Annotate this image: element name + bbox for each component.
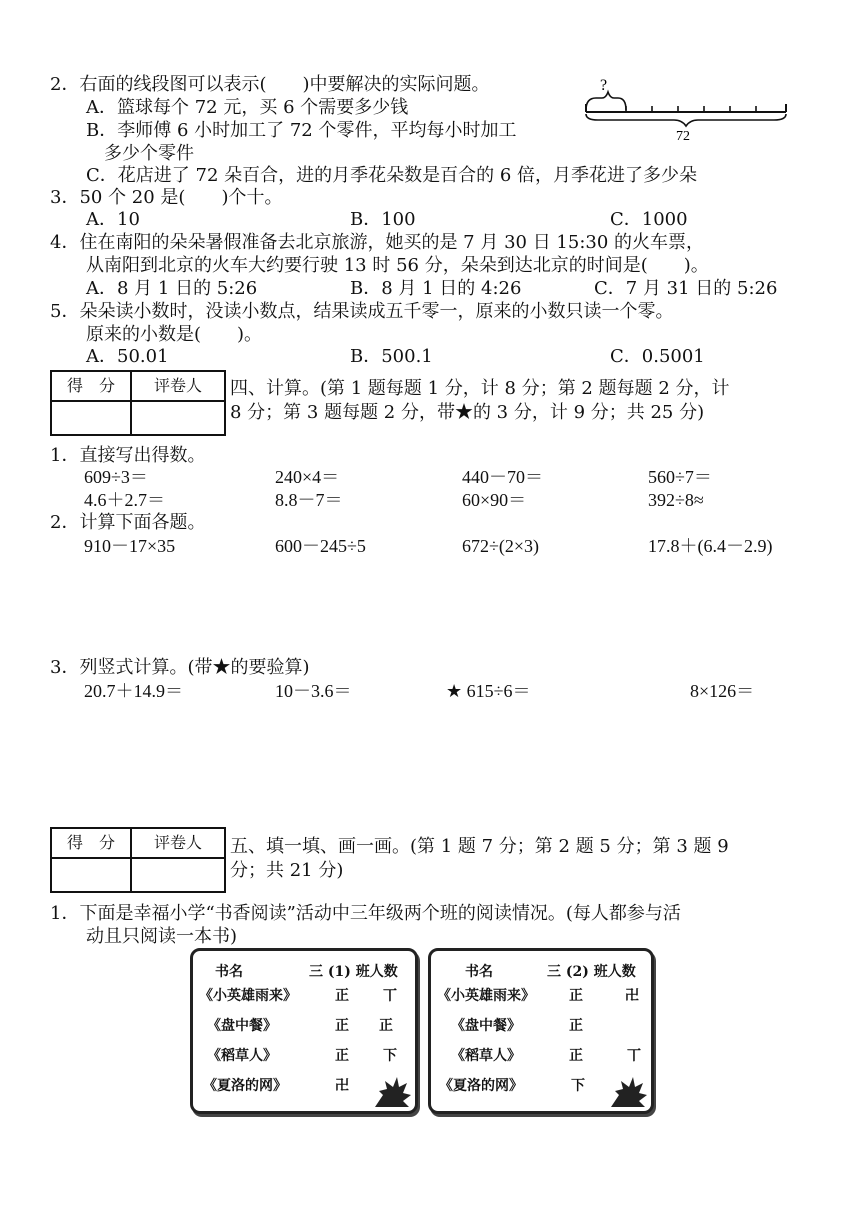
table-book: 《夏洛的网》 bbox=[439, 1078, 523, 1094]
q4-option-a: A．8 月 1 日的 5:26 bbox=[86, 278, 258, 299]
leaf-decoration-icon bbox=[373, 1075, 413, 1109]
tally-mark: 卍 bbox=[335, 1078, 349, 1094]
calc-item: 600－245÷5 bbox=[275, 536, 366, 556]
calc-item: 17.8＋(6.4－2.9) bbox=[648, 536, 773, 556]
table-header-book: 书名 bbox=[465, 964, 493, 980]
tally-mark: 正 bbox=[335, 1018, 349, 1034]
section5-title-line2: 分；共 21 分) bbox=[230, 860, 344, 881]
calc-item: 910－17×35 bbox=[84, 536, 176, 556]
diagram-question-mark: ? bbox=[600, 77, 608, 94]
oral-item: 392÷8≈ bbox=[648, 490, 704, 510]
table-book: 《稻草人》 bbox=[451, 1048, 521, 1064]
tally-mark: 正 bbox=[569, 1048, 583, 1064]
table-book: 《盘中餐》 bbox=[207, 1018, 277, 1034]
q2-option-c: C．花店进了 72 朵百合，进的月季花朵数是百合的 6 倍，月季花进了多少朵 bbox=[86, 165, 698, 186]
table-book: 《夏洛的网》 bbox=[203, 1078, 287, 1094]
q3-option-b: B．100 bbox=[350, 209, 416, 230]
table-book: 《小英雄雨来》 bbox=[199, 988, 297, 1004]
section5-q1-line2: 动且只阅读一本书) bbox=[86, 926, 238, 947]
q5-line1: 5．朵朵读小数时，没读小数点，结果读成五千零一，原来的小数只读一个零。 bbox=[50, 301, 674, 322]
score-label: 得 分 bbox=[66, 376, 115, 395]
q5-line2: 原来的小数是( )。 bbox=[86, 324, 263, 345]
q2-option-a: A．篮球每个 72 元，买 6 个需要多少钱 bbox=[86, 97, 409, 118]
oral-item: 8.8－7＝ bbox=[275, 490, 343, 510]
table-book: 《小英雄雨来》 bbox=[437, 988, 535, 1004]
tally-mark: 正 bbox=[335, 988, 349, 1004]
q2-option-b-line1: B．李师傅 6 小时加工了 72 个零件，平均每小时加工 bbox=[86, 120, 517, 141]
score-box-section4 bbox=[50, 370, 226, 436]
oral-item: 440－70＝ bbox=[462, 467, 543, 487]
q3-option-c: C．1000 bbox=[610, 209, 688, 230]
tally-mark: 卍 bbox=[625, 988, 639, 1004]
diagram-total-label: 72 bbox=[676, 129, 690, 144]
grader-label: 评卷人 bbox=[153, 376, 202, 395]
q5-option-c: C．0.5001 bbox=[610, 346, 705, 367]
oral-item: 560÷7＝ bbox=[648, 467, 712, 487]
q4-option-b: B．8 月 1 日的 4:26 bbox=[350, 278, 522, 299]
tally-table-class1 bbox=[190, 948, 418, 1114]
vertical-calc-item: ★ 615÷6＝ bbox=[446, 681, 531, 701]
oral-item: 60×90＝ bbox=[462, 490, 527, 510]
tally-mark: 正 bbox=[335, 1048, 349, 1064]
q2-option-b-line2: 多少个零件 bbox=[104, 143, 194, 164]
tally-mark: 正 bbox=[569, 1018, 583, 1034]
q5-option-b: B．500.1 bbox=[350, 346, 433, 367]
tally-mark: 正 bbox=[379, 1018, 393, 1034]
section4-title-line1: 四、计算。(第 1 题每题 1 分，计 8 分；第 2 题每题 2 分，计 bbox=[230, 378, 730, 399]
section4-part1-heading: 1．直接写出得数。 bbox=[50, 445, 206, 466]
table-header-book: 书名 bbox=[215, 964, 243, 980]
section5-q1-line1: 1．下面是幸福小学“书香阅读”活动中三年级两个班的阅读情况。(每人都参与活 bbox=[50, 903, 681, 924]
oral-item: 609÷3＝ bbox=[84, 467, 148, 487]
vertical-calc-item: 20.7＋14.9＝ bbox=[84, 681, 183, 701]
score-label: 得 分 bbox=[66, 833, 115, 852]
q3-option-a: A．10 bbox=[86, 209, 140, 230]
tally-mark: 下 bbox=[571, 1078, 585, 1094]
section4-part3-heading: 3．列竖式计算。(带★的要验算) bbox=[50, 657, 310, 678]
tally-table-class2 bbox=[428, 948, 654, 1114]
section4-title-line2: 8 分；第 3 题每题 2 分，带★的 3 分，计 9 分；共 25 分) bbox=[230, 402, 705, 423]
score-box-section5 bbox=[50, 827, 226, 893]
q2-stem: 2．右面的线段图可以表示( )中要解决的实际问题。 bbox=[50, 74, 490, 95]
calc-item: 672÷(2×3) bbox=[462, 536, 540, 556]
q5-option-a: A．50.01 bbox=[86, 346, 169, 367]
table-header-count: 三 (1) 班人数 bbox=[309, 964, 398, 980]
vertical-calc-item: 10－3.6＝ bbox=[275, 681, 352, 701]
oral-item: 240×4＝ bbox=[275, 467, 340, 487]
tally-mark: 丅 bbox=[383, 988, 397, 1004]
q4-line2: 从南阳到北京的火车大约要行驶 13 时 56 分，朵朵到达北京的时间是( )。 bbox=[86, 255, 709, 276]
q3-stem: 3．50 个 20 是( )个十。 bbox=[50, 187, 283, 208]
leaf-decoration-icon bbox=[609, 1075, 649, 1109]
oral-item: 4.6＋2.7＝ bbox=[84, 490, 165, 510]
table-book: 《盘中餐》 bbox=[451, 1018, 521, 1034]
grader-label: 评卷人 bbox=[153, 833, 202, 852]
tally-mark: 下 bbox=[383, 1048, 397, 1064]
q4-line1: 4．住在南阳的朵朵暑假准备去北京旅游，她买的是 7 月 30 日 15:30 的火车票， bbox=[50, 232, 705, 253]
section5-title-line1: 五、填一填、画一画。(第 1 题 7 分；第 2 题 5 分；第 3 题 9 bbox=[230, 836, 729, 857]
table-header-count: 三 (2) 班人数 bbox=[547, 964, 636, 980]
tally-mark: 正 bbox=[569, 988, 583, 1004]
segment-diagram bbox=[578, 74, 790, 144]
q4-option-c: C．7 月 31 日的 5:26 bbox=[594, 278, 778, 299]
tally-mark: 丅 bbox=[627, 1048, 641, 1064]
vertical-calc-item: 8×126＝ bbox=[690, 681, 755, 701]
table-book: 《稻草人》 bbox=[207, 1048, 277, 1064]
section4-part2-heading: 2．计算下面各题。 bbox=[50, 512, 206, 533]
